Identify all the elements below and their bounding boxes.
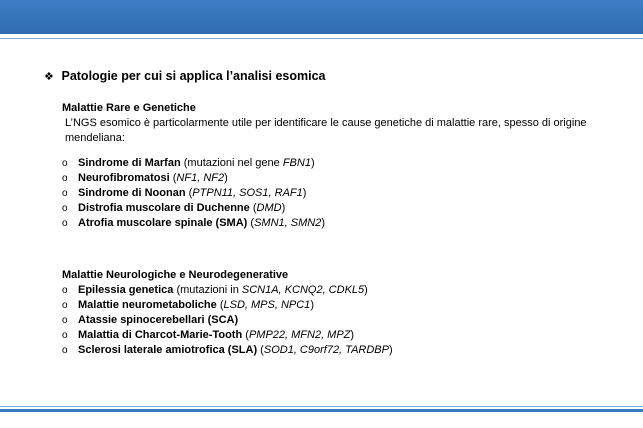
list-item <box>62 328 622 343</box>
disease-detail-suffix: ) <box>302 187 307 199</box>
disease-detail-prefix: ( <box>169 172 177 184</box>
circle-bullet-icon: o <box>62 188 68 199</box>
circle-bullet-icon: o <box>62 158 68 169</box>
neuro-diseases-list <box>62 283 622 358</box>
gene-list: SOD1, C9orf72, TARDBP <box>263 344 389 356</box>
footer-divider <box>0 406 643 407</box>
neuro-diseases-title: Malattie Neurologiche e Neurodegenerative <box>62 269 289 281</box>
circle-bullet-icon: o <box>62 285 68 296</box>
disease-detail-prefix: (mutazioni nel gene <box>180 157 283 169</box>
list-item <box>62 283 622 298</box>
gene-list: PMP22, MFN2, MPZ <box>248 329 351 341</box>
list-item <box>62 313 622 328</box>
gene-list: NF1, NF2 <box>176 172 225 184</box>
disease-name: Distrofia muscolare di Duchenne <box>78 202 250 214</box>
gene-list: DMD <box>256 202 282 214</box>
circle-bullet-icon: o <box>62 218 68 229</box>
disease-name: Malattie neurometaboliche <box>78 299 217 311</box>
list-item <box>62 186 622 201</box>
disease-detail-prefix: (mutazioni in <box>173 284 242 296</box>
disease-name: Malattia di Charcot-Marie-Tooth <box>78 329 243 341</box>
disease-name: Epilessia genetica <box>78 284 174 296</box>
gene-list: FBN1 <box>282 157 311 169</box>
circle-bullet-icon: o <box>62 345 68 356</box>
rare-diseases-list <box>62 156 622 231</box>
disease-name: Sclerosi laterale amiotrofica (SLA) <box>78 344 258 356</box>
disease-detail-suffix: ) <box>350 329 355 341</box>
circle-bullet-icon: o <box>62 173 68 184</box>
disease-detail-prefix: ( <box>185 187 193 199</box>
header-bar <box>0 0 643 34</box>
neuro-diseases-section <box>62 268 622 358</box>
circle-bullet-icon: o <box>62 203 68 214</box>
disease-detail-suffix: ) <box>321 217 325 229</box>
gene-list: SCN1A, KCNQ2, CDKL5 <box>241 284 365 296</box>
disease-name: Sindrome di Noonan <box>78 187 186 199</box>
disease-detail-prefix: ( <box>249 202 257 214</box>
disease-name: Atassie spinocerebellari (SCA) <box>78 314 239 326</box>
rare-diseases-intro: L’NGS esomico è particolarmente utile per identificare le cause genetiche di malattie rare, spesso di origine mendeliana: <box>65 117 587 144</box>
disease-detail-prefix: ( <box>242 329 249 341</box>
list-item <box>62 201 622 216</box>
disease-name: Neurofibromatosi <box>78 172 170 184</box>
disease-detail-suffix: ) <box>310 157 315 169</box>
disease-detail-suffix: ) <box>388 344 393 356</box>
header-divider <box>0 38 643 39</box>
rare-diseases-title: Malattie Rare e Genetiche <box>62 102 196 114</box>
disease-detail-suffix: ) <box>281 202 286 214</box>
list-item <box>62 298 622 313</box>
list-item <box>62 156 622 171</box>
circle-bullet-icon: o <box>62 315 68 326</box>
disease-name: Sindrome di Marfan <box>78 157 181 169</box>
disease-name: Atrofia muscolare spinale (SMA) <box>78 217 248 229</box>
disease-detail-prefix: ( <box>216 299 224 311</box>
gene-list: SMN1, SMN2 <box>254 217 322 229</box>
diamond-bullet-icon: ❖ <box>44 71 54 83</box>
slide-heading-text: Patologie per cui si applica l’analisi esomica <box>61 69 326 83</box>
list-item <box>62 343 622 358</box>
disease-detail-prefix: ( <box>247 217 255 229</box>
disease-detail-suffix: ) <box>364 284 368 296</box>
circle-bullet-icon: o <box>62 300 68 311</box>
circle-bullet-icon: o <box>62 330 68 341</box>
rare-diseases-section <box>62 101 622 231</box>
footer-bar <box>0 409 643 412</box>
list-item <box>62 216 622 231</box>
disease-detail-prefix: ( <box>257 344 264 356</box>
list-item <box>62 171 622 186</box>
gene-list: LSD, MPS, NPC1 <box>223 299 311 311</box>
gene-list: PTPN11, SOS1, RAF1 <box>192 187 303 199</box>
disease-detail-suffix: ) <box>310 299 314 311</box>
slide-heading <box>44 69 325 83</box>
disease-detail-suffix: ) <box>224 172 228 184</box>
